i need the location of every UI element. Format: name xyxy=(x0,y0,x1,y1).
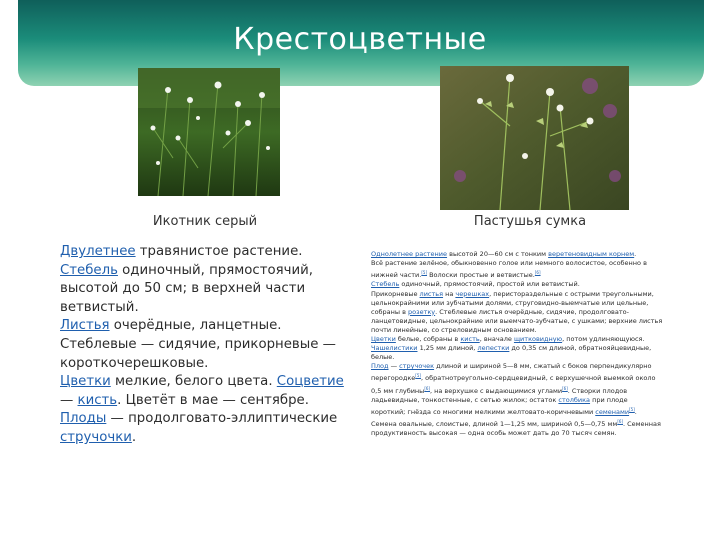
footnote-ref[interactable]: [5] xyxy=(629,406,635,412)
text-segment: при плоде короткий; гнёзда со многими мелкими желтовато-коричневыми xyxy=(371,395,628,417)
paragraph-lifespan xyxy=(60,243,345,262)
paragraph-fruit xyxy=(371,362,664,438)
text-segment: , потом удлиняющуюся. xyxy=(562,335,645,343)
text-segment: , вначале xyxy=(479,335,514,343)
paragraph-flowers xyxy=(371,335,664,362)
text-segment: 1,25 мм длиной, xyxy=(417,344,478,353)
left-plant-description xyxy=(60,243,345,448)
text-segment: травянистое растение. xyxy=(135,244,303,259)
footnote-ref[interactable]: [5] xyxy=(415,373,421,379)
text-segment: . xyxy=(634,250,637,258)
text-segment: на xyxy=(443,289,456,298)
link-sepals[interactable]: Чашелистики xyxy=(371,344,418,353)
link-rosette[interactable]: розетку xyxy=(408,307,436,316)
shepherds-purse-photo xyxy=(440,66,629,210)
berteroa-photo xyxy=(138,68,280,196)
text-segment: . xyxy=(131,429,137,445)
text-segment: длиной и шириной 5—8 мм, сжатый с боков перпендикулярно перегородке xyxy=(371,362,652,383)
paragraph-leaves xyxy=(371,290,664,335)
link-raceme[interactable]: кисть xyxy=(77,392,118,408)
link-silicle[interactable]: стручочек xyxy=(399,362,435,371)
text-segment: одиночный, прямостоячий, простой или ветвистый. xyxy=(399,280,580,289)
link-biennial[interactable]: Двулетнее xyxy=(60,244,136,259)
paragraph-stem xyxy=(371,280,664,289)
text-segment: высотой 20—60 см с тонким xyxy=(447,250,549,258)
text-segment: — продолговато-эллиптические xyxy=(106,411,338,427)
left-plant-caption: Икотник серый xyxy=(152,214,258,229)
link-style[interactable]: столбика xyxy=(558,395,591,404)
text-segment: — xyxy=(60,392,78,408)
link-raceme[interactable]: кисть xyxy=(460,335,480,343)
link-petioles[interactable]: черешках xyxy=(455,289,490,298)
text-segment: . Стеблевые листья очерёдные, сидячие, продолговато-ланцетовидные, цельнокрайние или выемчато-зубчатые, с ушками; верхние листья почти линейные, со стреловидным основанием. xyxy=(371,307,663,334)
text-segment: белые, собраны в xyxy=(395,335,461,343)
text-segment: Всё растение зелёное, обыкновенно голое или немного волосистое, особенно в нижней части. xyxy=(371,259,647,280)
paragraph-stem xyxy=(60,262,345,318)
link-leaves[interactable]: Листья xyxy=(60,318,110,334)
paragraph-lifespan xyxy=(371,250,664,259)
footnote-ref[interactable]: [6] xyxy=(424,385,430,391)
right-plant-caption: Пастушья сумка xyxy=(473,214,587,229)
link-stem[interactable]: Стебель xyxy=(60,262,118,278)
link-petals[interactable]: лепестки xyxy=(477,344,510,353)
link-fruits[interactable]: Плоды xyxy=(60,411,107,427)
link-annual[interactable]: Однолетнее растение xyxy=(371,250,448,258)
text-segment: . Семенная продуктивность высокая — одна особь может дать до 70 тысяч семян. xyxy=(371,420,661,438)
link-flowers[interactable]: Цветки xyxy=(371,335,396,343)
slide-title: Крестоцветные xyxy=(233,22,487,57)
text-segment: , перистораздельные с острыми треугольными, цельнокрайними или зубчатыми долями, струговидно-выемчатые или цельные, собраны в xyxy=(371,289,654,316)
text-segment: , на верхушке с выдающимися углами xyxy=(429,386,563,395)
text-segment: . Створки плодов ладьевидные, тонкостенные, с сетью жилок; остаток xyxy=(371,386,628,404)
text-segment: очерёдные, ланцетные. Стеблевые — сидячие, прикорневые — короткочерешковые. xyxy=(60,318,336,371)
link-corymb[interactable]: щитковидную xyxy=(513,335,563,343)
link-stem[interactable]: Стебель xyxy=(371,280,400,289)
link-taproot[interactable]: веретеновидным корнем xyxy=(548,250,635,258)
footnote-ref[interactable]: [6] xyxy=(562,385,568,391)
link-flowers[interactable]: Цветки xyxy=(60,374,111,390)
paragraph-fruits xyxy=(60,410,345,447)
paragraph-hairs xyxy=(371,259,664,280)
text-segment: . Семена овальные, слоистые, длиной 1—1,25 мм, шириной 0,5—0,75 мм xyxy=(371,408,637,429)
text-segment: . Цветёт в мае — сентябре. xyxy=(117,392,309,408)
text-segment: мелкие, белого цвета. xyxy=(110,374,277,390)
text-segment: , обратнотреугольно-сердцевидный, с верхушечной выемкой около 0,5 мм глубины xyxy=(371,374,656,395)
paragraph-leaves xyxy=(60,317,345,373)
link-inflorescence[interactable]: Соцветие xyxy=(276,374,344,390)
footnote-ref[interactable]: [6] xyxy=(617,419,623,425)
link-seeds[interactable]: семенами xyxy=(595,408,630,417)
text-segment: одиночный, прямостоячий, высотой до 50 см; в верхней части ветвистый. xyxy=(60,262,313,315)
text-segment: — xyxy=(388,362,400,371)
link-silicles[interactable]: стручочки xyxy=(60,429,132,445)
link-leaves[interactable]: листья xyxy=(419,289,444,298)
text-segment: до 0,35 см длиной, обратнояйцевидные, белые. xyxy=(371,344,652,362)
paragraph-flowers xyxy=(60,373,345,410)
text-segment: Волоски простые и ветвистые. xyxy=(427,271,535,280)
text-segment: Прикорневые xyxy=(371,289,420,298)
footnote-ref[interactable]: [6] xyxy=(534,270,541,276)
link-fruit[interactable]: Плод xyxy=(371,362,389,371)
right-plant-description xyxy=(371,250,664,439)
footnote-ref[interactable]: [5] xyxy=(421,270,428,276)
